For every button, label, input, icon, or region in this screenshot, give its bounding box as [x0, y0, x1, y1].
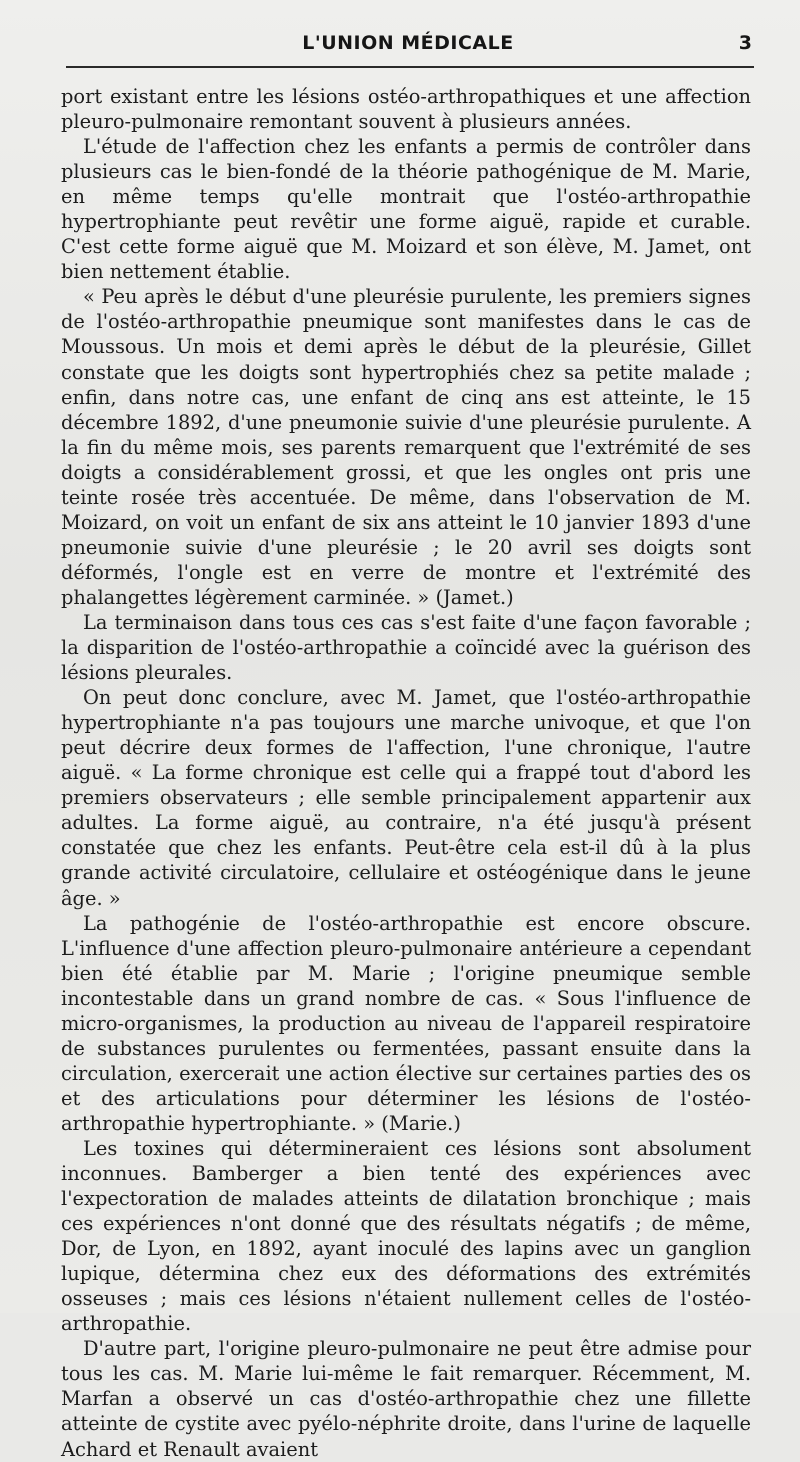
paragraph-4: La terminaison dans tous ces cas s'est faite d'une façon favorable ; la disparition de l'ostéo-arthropathie a coïncidé avec la guérison des lésions pleurales.	[61, 610, 751, 685]
header-rule	[66, 66, 754, 68]
paragraph-3-quote-jamet: « Peu après le début d'une pleurésie purulente, les premiers signes de l'ostéo-arthropathie pneumique sont manifestes dans le cas de Moussous. Un mois et demi après le début de la pleurésie, Gillet constate que les doigts sont hypertrophiés chez sa petite malade ; enfin, dans notre cas, une enfant de cinq ans est atteinte, le 15 décembre 1892, d'une pneumonie suivie d'une pleurésie purulente. A la fin du même mois, ses parents remarquent que l'extrémité de ses doigts a considérablement grossi, et que les ongles ont pris une teinte rosée très accentuée. De même, dans l'observation de M. Moizard, on voit un enfant de six ans atteint le 10 janvier 1893 d'une pneumonie suivie d'une pleurésie ; le 20 avril ses doigts sont déformés, l'ongle est en verre de montre et l'extrémité des phalangettes légèrement carminée. » (Jamet.)	[61, 285, 751, 609]
running-header	[64, 30, 752, 62]
paragraph-8: D'autre part, l'origine pleuro-pulmonaire ne peut être admise pour tous les cas. M. Marie lui-même le fait remarquer. Récemment, M. Marfan a observé un cas d'ostéo-arthropathie chez une fillette atteinte de cystite avec pyélo-néphrite droite, dans l'urine de laquelle Achard et Renault avaient	[61, 1337, 751, 1461]
paragraph-6: La pathogénie de l'ostéo-arthropathie est encore obscure. L'influence d'une affection pleuro-pulmonaire antérieure a cependant bien été établie par M. Marie ; l'origine pneumique semble incontestable dans un grand nombre de cas. « Sous l'influence de micro-organismes, la production au niveau de l'appareil respiratoire de substances purulentes ou fermentées, passant ensuite dans la circulation, exercerait une action élective sur certaines parties des os et des articulations pour déterminer les lésions de l'ostéo-arthropathie hypertrophiante. » (Marie.)	[61, 911, 751, 1135]
journal-title: L'UNION MÉDICALE	[302, 32, 514, 54]
page-number: 3	[738, 32, 752, 54]
article-body	[61, 84, 751, 1462]
paragraph-2: L'étude de l'affection chez les enfants a permis de contrôler dans plusieurs cas le bien-fondé de la théorie pathogénique de M. Marie, en même temps qu'elle montrait que l'ostéo-arthropathie hypertrophiante peut revêtir une forme aiguë, rapide et curable. C'est cette forme aiguë que M. Moizard et son élève, M. Jamet, ont bien nettement établie.	[61, 135, 751, 284]
paragraph-5: On peut donc conclure, avec M. Jamet, que l'ostéo-arthropathie hypertrophiante n'a pas toujours une marche univoque, et que l'on peut décrire deux formes de l'affection, l'une chronique, l'autre aiguë. « La forme chronique est celle qui a frappé tout d'abord les premiers observateurs ; elle semble principalement appartenir aux adultes. La forme aiguë, au contraire, n'a été jusqu'à présent constatée que chez les enfants. Peut-être cela est-il dû à la plus grande activité circulatoire, cellulaire et ostéogénique dans le jeune âge. »	[61, 686, 751, 910]
paragraph-1: port existant entre les lésions ostéo-arthropathiques et une affection pleuro-pulmonaire remontant souvent à plusieurs années.	[61, 85, 751, 134]
paragraph-7: Les toxines qui détermineraient ces lésions sont absolument inconnues. Bamberger a bien tenté des expériences avec l'expectoration de malades atteints de dilatation bronchique ; mais ces expériences n'ont donné que des résultats négatifs ; de même, Dor, de Lyon, en 1892, ayant inoculé des lapins avec un ganglion lupique, détermina chez eux des déformations des extrémités osseuses ; mais ces lésions n'étaient nullement celles de l'ostéo-arthropathie.	[61, 1136, 751, 1336]
